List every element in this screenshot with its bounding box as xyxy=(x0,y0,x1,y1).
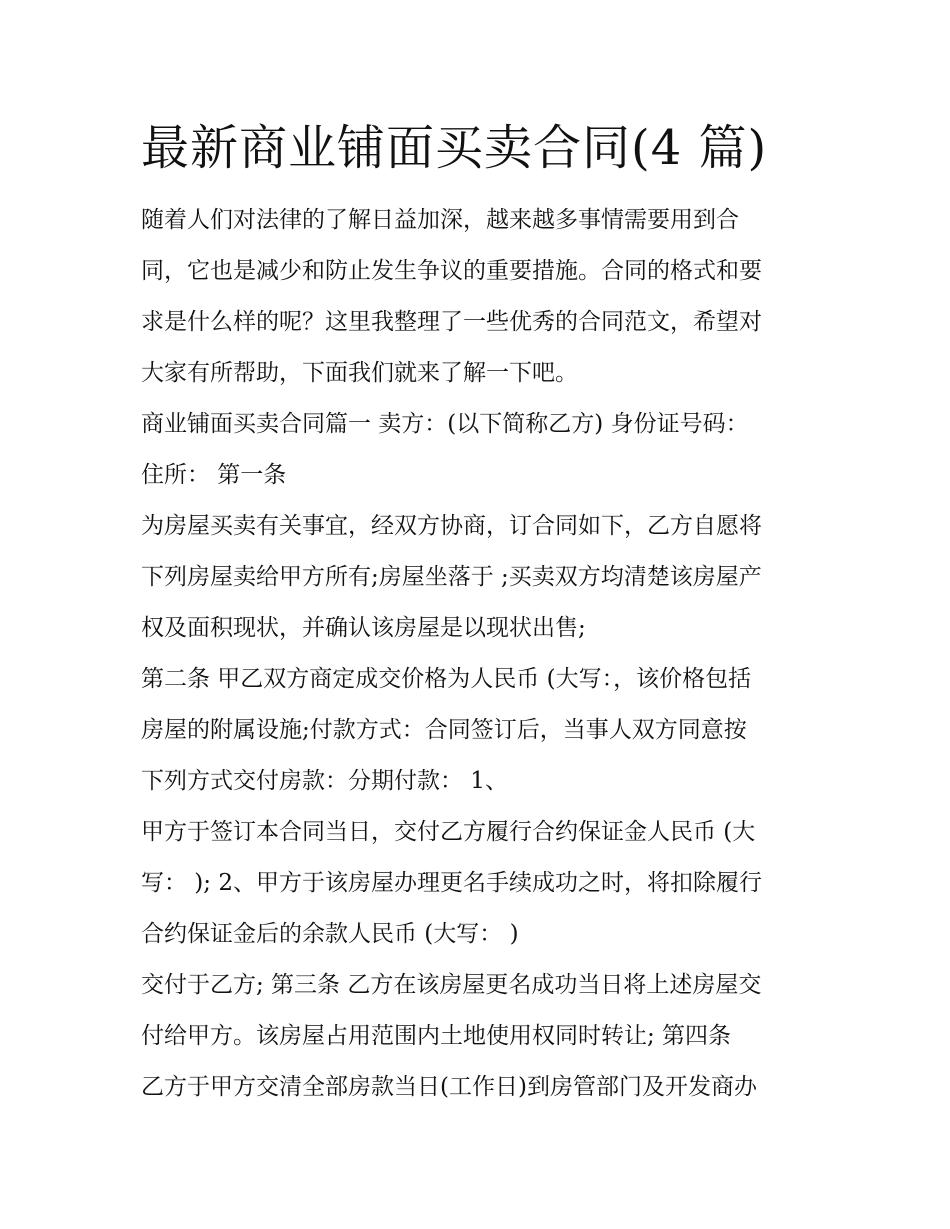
body-line: 下列方式交付房款：分期付款： 1、 xyxy=(141,768,508,794)
body-line: 住所： 第一条 xyxy=(141,462,287,488)
body-line: 下列房屋卖给甲方所有;房屋坐落于 ;买卖双方均清楚该房屋产 xyxy=(141,564,762,590)
body-line: 付给甲方。该房屋占用范围内土地使用权同时转让; 第四条 xyxy=(141,1023,732,1049)
document-content xyxy=(141,115,821,1113)
body-line: 大家有所帮助，下面我们就来了解一下吧。 xyxy=(141,360,578,386)
body-line: 甲方于签订本合同当日，交付乙方履行合约保证金人民币 (大 xyxy=(141,819,756,845)
body-line: 商业铺面买卖合同篇一 卖方：(以下简称乙方) 身份证号码： xyxy=(141,411,749,437)
body-line: 同，它也是减少和防止发生争议的重要措施。合同的格式和要 xyxy=(141,258,762,284)
body-line: 求是什么样的呢？这里我整理了一些优秀的合同范文，希望对 xyxy=(141,309,762,335)
body-line: 交付于乙方; 第三条 乙方在该房屋更名成功当日将上述房屋交 xyxy=(141,972,762,998)
body-line: 写： ); 2、甲方于该房屋办理更名手续成功之时，将扣除履行 xyxy=(141,870,762,896)
body-line: 权及面积现状，并确认该房屋是以现状出售; xyxy=(141,615,586,641)
body-line: 乙方于甲方交清全部房款当日(工作日)到房管部门及开发商办 xyxy=(141,1074,757,1100)
document-title: 最新商业铺面买卖合同(4 篇) xyxy=(141,120,768,176)
body-line: 第二条 甲乙双方商定成交价格为人民币 (大写：，该价格包括 xyxy=(141,666,752,692)
body-line: 随着人们对法律的了解日益加深，越来越多事情需要用到合 xyxy=(141,207,739,233)
body-line: 合约保证金后的余款人民币 (大写： ) xyxy=(141,921,519,947)
body-line: 房屋的附属设施;付款方式：合同签订后，当事人双方同意按 xyxy=(141,717,747,743)
body-line: 为房屋买卖有关事宜，经双方协商，订合同如下，乙方自愿将 xyxy=(141,513,762,539)
